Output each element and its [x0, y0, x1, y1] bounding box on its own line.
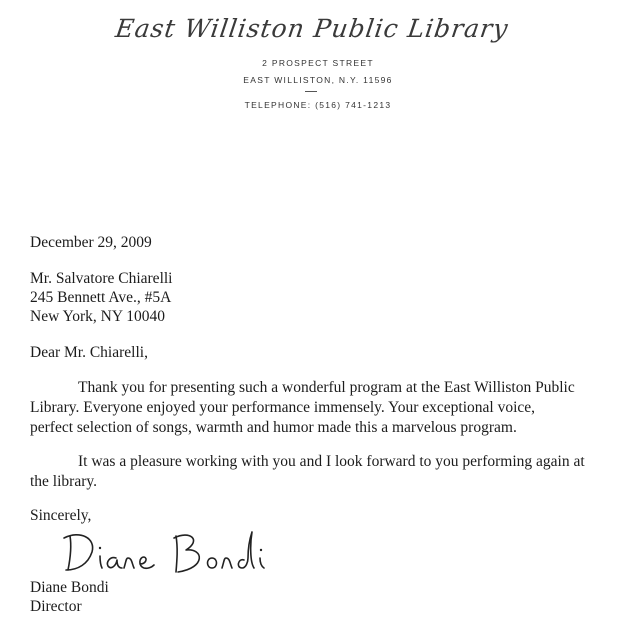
letterhead-library-name: East Williston Public Library	[113, 14, 511, 43]
letter-date: December 29, 2009	[30, 234, 152, 251]
paragraph-1-line-2: Library. Everyone enjoyed your performance immensely. Your exceptional voice,	[30, 399, 536, 416]
signature-image	[56, 522, 276, 582]
paragraph-2-line-2: the library.	[30, 473, 97, 490]
recipient-address-line1: 245 Bennett Ave., #5A	[30, 289, 172, 306]
signer-name: Diane Bondi	[30, 579, 109, 596]
paragraph-1-line-1: Thank you for presenting such a wonderful program at the East Williston Public	[78, 379, 575, 396]
paragraph-2-line-1: It was a pleasure working with you and I look forward to you performing again at	[78, 453, 585, 470]
body-paragraph-2	[30, 452, 604, 492]
letterhead-street: 2 PROSPECT STREET	[262, 58, 374, 68]
paragraph-1-line-3: perfect selection of songs, warmth and humor made this a marvelous program.	[30, 419, 517, 436]
closing: Sincerely,	[30, 507, 92, 524]
letterhead-telephone: TELEPHONE: (516) 741-1213	[244, 100, 392, 110]
recipient-name: Mr. Salvatore Chiarelli	[30, 270, 173, 287]
body-paragraph-1	[30, 378, 604, 438]
salutation: Dear Mr. Chiarelli,	[30, 344, 148, 361]
letterhead-city: EAST WILLISTON, N.Y. 11596	[243, 75, 393, 85]
letterhead-divider	[305, 91, 317, 92]
recipient-address-line2: New York, NY 10040	[30, 308, 166, 325]
signer-title: Director	[30, 598, 82, 615]
